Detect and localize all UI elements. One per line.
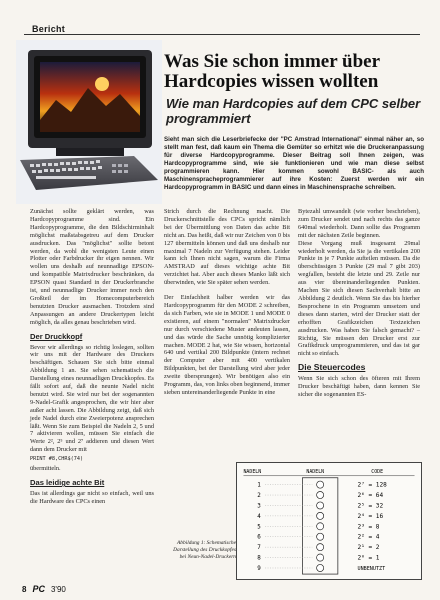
computer-photo [16, 40, 162, 204]
needle-circle [317, 533, 324, 540]
printhead-figure [236, 462, 422, 580]
subheading-druckkopf: Der Druckkopf [30, 331, 83, 341]
section-label: Bericht [28, 24, 69, 34]
article-headline: Was Sie schon immer über Hardcopies wissen wollten [164, 51, 380, 92]
needle-code: UNBENUTZT [357, 565, 386, 572]
needle-number: 9 [257, 565, 261, 572]
needle-circle [317, 523, 324, 530]
figure-header-code: CODE [371, 468, 384, 475]
needle-number: 5 [257, 524, 261, 531]
magazine-logo: PC [32, 584, 45, 594]
needle-number: 8 [257, 555, 261, 562]
needle-circle [317, 564, 324, 571]
page-number: 8 [22, 585, 27, 594]
needle-number: 1 [257, 482, 261, 489]
needle-code: 2⁷ = 128 [357, 481, 387, 489]
paragraph: Das ist allerdings gar nicht so einfach, weil uns die Hardware des CPCs einen [30, 490, 154, 505]
paragraph: Zunächst sollte geklärt werden, was Hardcopyprogramme sind. Ein Hardcopyprogramme, die den Bildschirminhalt möglichst maßstabsgetreu auf dem Drucker ausdrucken. Das "möglichst" sollte betont werden, da wohl die wenigsten Leute einen Plotter oder Farbdrucker ihr eigen nennen. Wir wollen uns deshalb auf neunnadlige EPSON- und kompatible Matrixdrucker beschränken, da EPSON quasi Standard in der Druckerbranche ist, und neunnadlige Drucker immer noch den Großteil der im Homecomputerbereich benutzten Drucker ausmachen. Trotzdem sind Anpassungen an andere Druckertypen leicht möglich, da alles genau beschrieben wird. [30, 208, 154, 326]
page-footer [22, 584, 66, 596]
code-snippet: PRINT #8,CHR$(74) [30, 456, 84, 463]
needle-circle [317, 544, 324, 551]
needle-code: 2⁰ = 1 [357, 554, 380, 562]
text-column-1 [30, 208, 154, 506]
needle-number: 6 [257, 534, 261, 541]
paragraph: übermitteln. [30, 465, 61, 473]
needle-number: 7 [257, 545, 261, 552]
paragraph: Diese Vorgang muß insgesamt 29mal wiederholt werden, da Sie ja die vertikalen 200 Punkte in je 7 Punkte aufteilen müssen. Da die überschüssigen 3 Punkte (29 mal 7 gibt 203) wegfallen, besteht die letzte und 29. Zeile nur aus vier übereinanderliegenden Punkten. Machen Sie sich diesen Sachverhalt bitte an Abbildung 2 deutlich. Wenn Sie das bis hierher Besprochene in ein Programm umsetzen und dieses dann starten, wird der Drucker statt der erhofften Grafikzeichen Textzeichen ausdrucken. Was haben Sie falsch gemacht? – Richtig, Sie müssen den Drucker erst zur Grafikdruck umprogrammieren, und das ist gar nicht so einfach. [298, 239, 420, 358]
paragraph: Wenn Sie sich schon des öfteren mit Ihrem Drucker beschäftigt haben, dann kennen Sie sicher die sogenannten ES- [298, 375, 420, 398]
needle-code: 2⁴ = 16 [357, 512, 384, 520]
needle-code: 2² = 4 [357, 533, 380, 541]
needle-code: 2⁵ = 32 [357, 502, 384, 510]
section-header-bar [24, 24, 420, 35]
needle-code: 2³ = 8 [357, 523, 380, 531]
article-subheadline: Wie man Hardcopies auf dem CPC selber programmiert [166, 96, 421, 126]
paragraph: Strich durch die Rechnung macht. Die Druckerschnittstelle des CPCs spricht nämlich bei der Übermittlung von Daten das achte Bit nicht an. Das heißt, daß wir nur Zeichen von 0 bis 127 übermitteln können und daß uns deshalb nur maximal 7 Nadeln zur Verfügung stehen. Leider kann ich Ihnen nicht sagen, warum die Firma AMSTRAD auf dieses wichtige achte Bit verzichtet hat. Aber auch dieses Manko läßt sich überwinden, wie Sie später sehen werden. [164, 208, 290, 287]
issue-number: 3'90 [50, 585, 66, 594]
figure-caption: Abbildung 1: Schematische Darstellung des Druckkopfes bei Neun-Nadel-Druckern [173, 540, 236, 560]
needle-circle [317, 481, 324, 488]
article-teaser: Sieht man sich die Leserbriefecke der "PC Amstrad International" einmal näher an, so stellt man fest, daß kaum ein Thema die Gemüter so erhitzt wie die Druckeranpassung für diverse Hardcopyprogramme. Dieser Beitrag soll Ihnen zeigen, was Hardcopyprogramme sind, wie sie funktionieren und wie man diese selbst programmieren kann. Hier kommen sowohl BASIC- als auch Maschinenspracheprogrammierer auf ihre Kosten: Zuerst werden wir ein Hardcopyprogramm in BASIC und dann eines in Maschinensprache schreiben. [164, 136, 424, 191]
needle-code: 2⁶ = 64 [357, 492, 384, 500]
needle-circle [317, 492, 324, 499]
figure-header-nadeln-2: NADELN [306, 468, 325, 475]
paragraph: Der Einfachheit halber werden wir das Hardcopyprogramm für den MODE 2 schreiben, da sich Farben, wie sie in MODE 1 und MODE 0 existieren, auf einem "normalen" Matrixdrucker nur durch verschiedene Muster andeuten lassen, und das würde die Sache unnötig komplizierter machen. MODE 2 hat, wie Sie wissen, horizontal 640 und vertikal 200 Bildpunkte (intern rechnet der Computer aber mit 400 vertikalen Bildpunkten, bei der Darstellung wird aber jeder zweite übersprungen). Wir benötigen also ein Programm, das, von links oben beginnend, immer sieben untereinanderliegende Punkte in eine [164, 294, 290, 396]
figure-header-nadeln: NADELN [243, 468, 262, 475]
subheading-steuercodes: Die Steuercodes [298, 362, 366, 373]
needle-circle [317, 502, 324, 509]
needle-number: 2 [257, 493, 261, 500]
needle-code: 2¹ = 2 [357, 544, 380, 552]
needle-number: 4 [257, 513, 261, 520]
paragraph: Bytezahl umwandelt (wie vorher beschrieben), zum Drucker sendet und nach rechts das ganze 640mal wiederholt. Dann sollte das Programm mit der nächsten Zeile beginnen. [298, 208, 420, 239]
text-column-3 [298, 208, 420, 399]
paragraph: Bevor wir allerdings so richtig loslegen, sollten wir uns mit der Hardware des Druckers beschäftigen. Schauen Sie sich bitte einmal Abbildung 1 an. Sie sehen schematisch die Darstellung eines neunnadligen Druckkopfes. Es fällt sofort auf, daß die neunte Nadel nicht benutzt wird. Sie wird nur bei der sogenannten 9-Nadel-Grafik angesprochen, die wir hier aber außer acht lassen. Die Abbildung zeigt, daß sich jede Nadel durch eine Zweierpotenz ansprechen läßt. Wenn Sie zum Beispiel die Nadeln 2, 5 und 7 aktivieren wollen, müssen Sie einfach die Werte 2², 2⁵ und 2⁷ addieren und diesen Wert dann dem Drucker mit [30, 343, 154, 454]
text-column-2 [164, 208, 290, 397]
subheading-achte-bit: Das leidige achte Bit [30, 478, 105, 488]
needle-circle [317, 512, 324, 519]
needle-number: 3 [257, 503, 261, 510]
needle-circle [317, 554, 324, 561]
